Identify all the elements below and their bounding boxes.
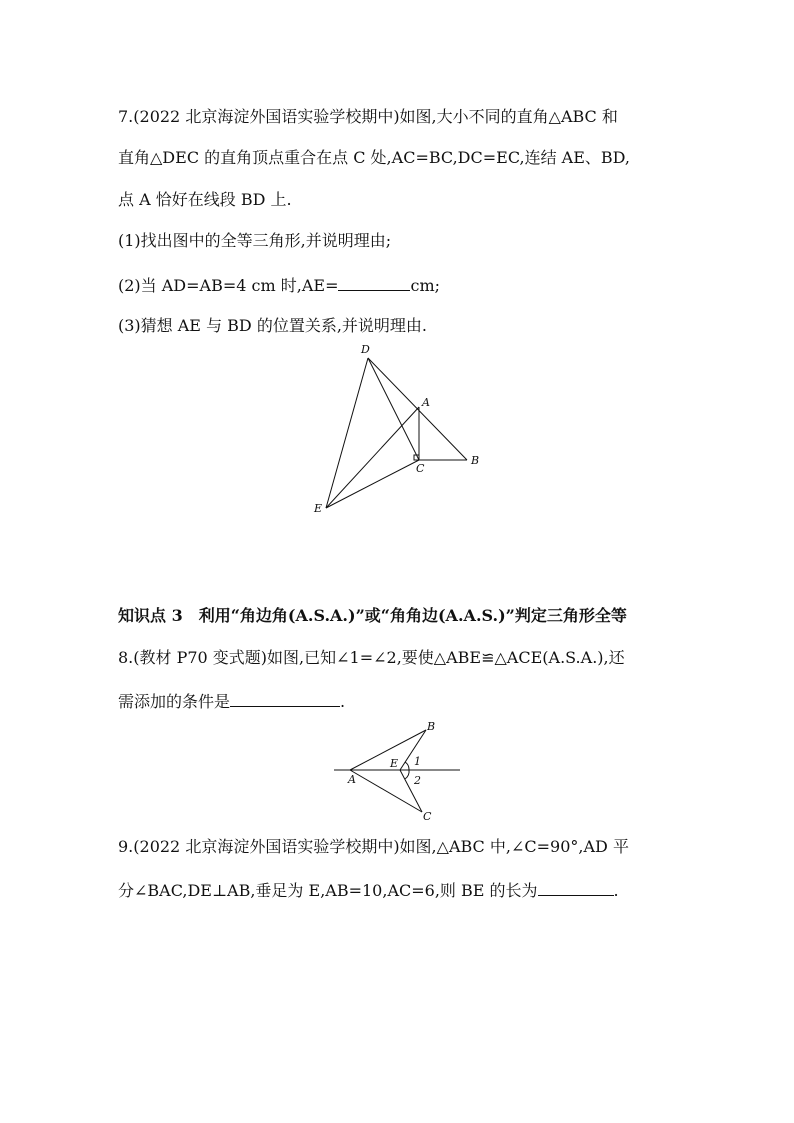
q8-label-c: C (423, 810, 432, 823)
q8-figure (330, 718, 470, 828)
q7-figure (300, 338, 500, 518)
q8-angle-1-arc (405, 762, 409, 770)
q9-line-2-end: . (613, 881, 619, 900)
q7-seg-dc (368, 358, 419, 460)
q7-label-a: A (422, 396, 430, 409)
q9-answer-blank[interactable] (538, 879, 614, 896)
q7-label-b: B (471, 454, 480, 467)
q8-line-1: 8.(教材 P70 变式题)如图,已知∠1=∠2,要使△ABE≌△ACE(A.S.A.),还 (118, 648, 625, 667)
q8-seg-eb (400, 730, 426, 770)
q8-label-e: E (390, 757, 399, 770)
q7-line-3: 点 A 恰好在线段 BD 上. (118, 190, 292, 209)
q7-seg-ec (326, 460, 419, 508)
q8-label-2: 2 (414, 774, 421, 787)
q8-line-2-end: . (340, 692, 346, 711)
q8-line-2 (118, 690, 345, 712)
q8-line-2-text: 需添加的条件是 (118, 692, 231, 711)
q7-part-2-unit: cm; (410, 276, 441, 295)
q8-label-b: B (427, 720, 436, 733)
q8-answer-blank[interactable] (230, 690, 340, 707)
q7-line-2: 直角△DEC 的直角顶点重合在点 C 处,AC=BC,DC=EC,连结 AE、BD, (118, 148, 630, 167)
q8-label-1: 1 (414, 755, 421, 768)
q8-label-a: A (348, 773, 356, 786)
q9-line-2-text: 分∠BAC,DE⊥AB,垂足为 E,AB=10,AC=6,则 BE 的长为 (118, 881, 538, 900)
q7-part-2-text: (2)当 AD=AB=4 cm 时,AE= (118, 276, 339, 295)
q7-line-1: 7.(2022 北京海淀外国语实验学校期中)如图,大小不同的直角△ABC 和 (118, 107, 618, 126)
q9-line-1: 9.(2022 北京海淀外国语实验学校期中)如图,△ABC 中,∠C=90°,AD 平 (118, 837, 629, 856)
q7-part-2 (118, 274, 440, 296)
q7-label-d: D (361, 343, 370, 356)
q8-angle-2-arc (405, 770, 409, 779)
q7-label-c: C (416, 462, 425, 475)
q9-line-2 (118, 879, 619, 901)
section-3-heading: 知识点 3 利用“角边角(A.S.A.)”或“角角边(A.A.S.)”判定三角形全等 (118, 606, 627, 625)
q7-part-3: (3)猜想 AE 与 BD 的位置关系,并说明理由. (118, 316, 428, 335)
q7-answer-blank[interactable] (338, 274, 410, 291)
q7-label-e: E (314, 502, 323, 515)
q7-part-1: (1)找出图中的全等三角形,并说明理由; (118, 231, 392, 250)
